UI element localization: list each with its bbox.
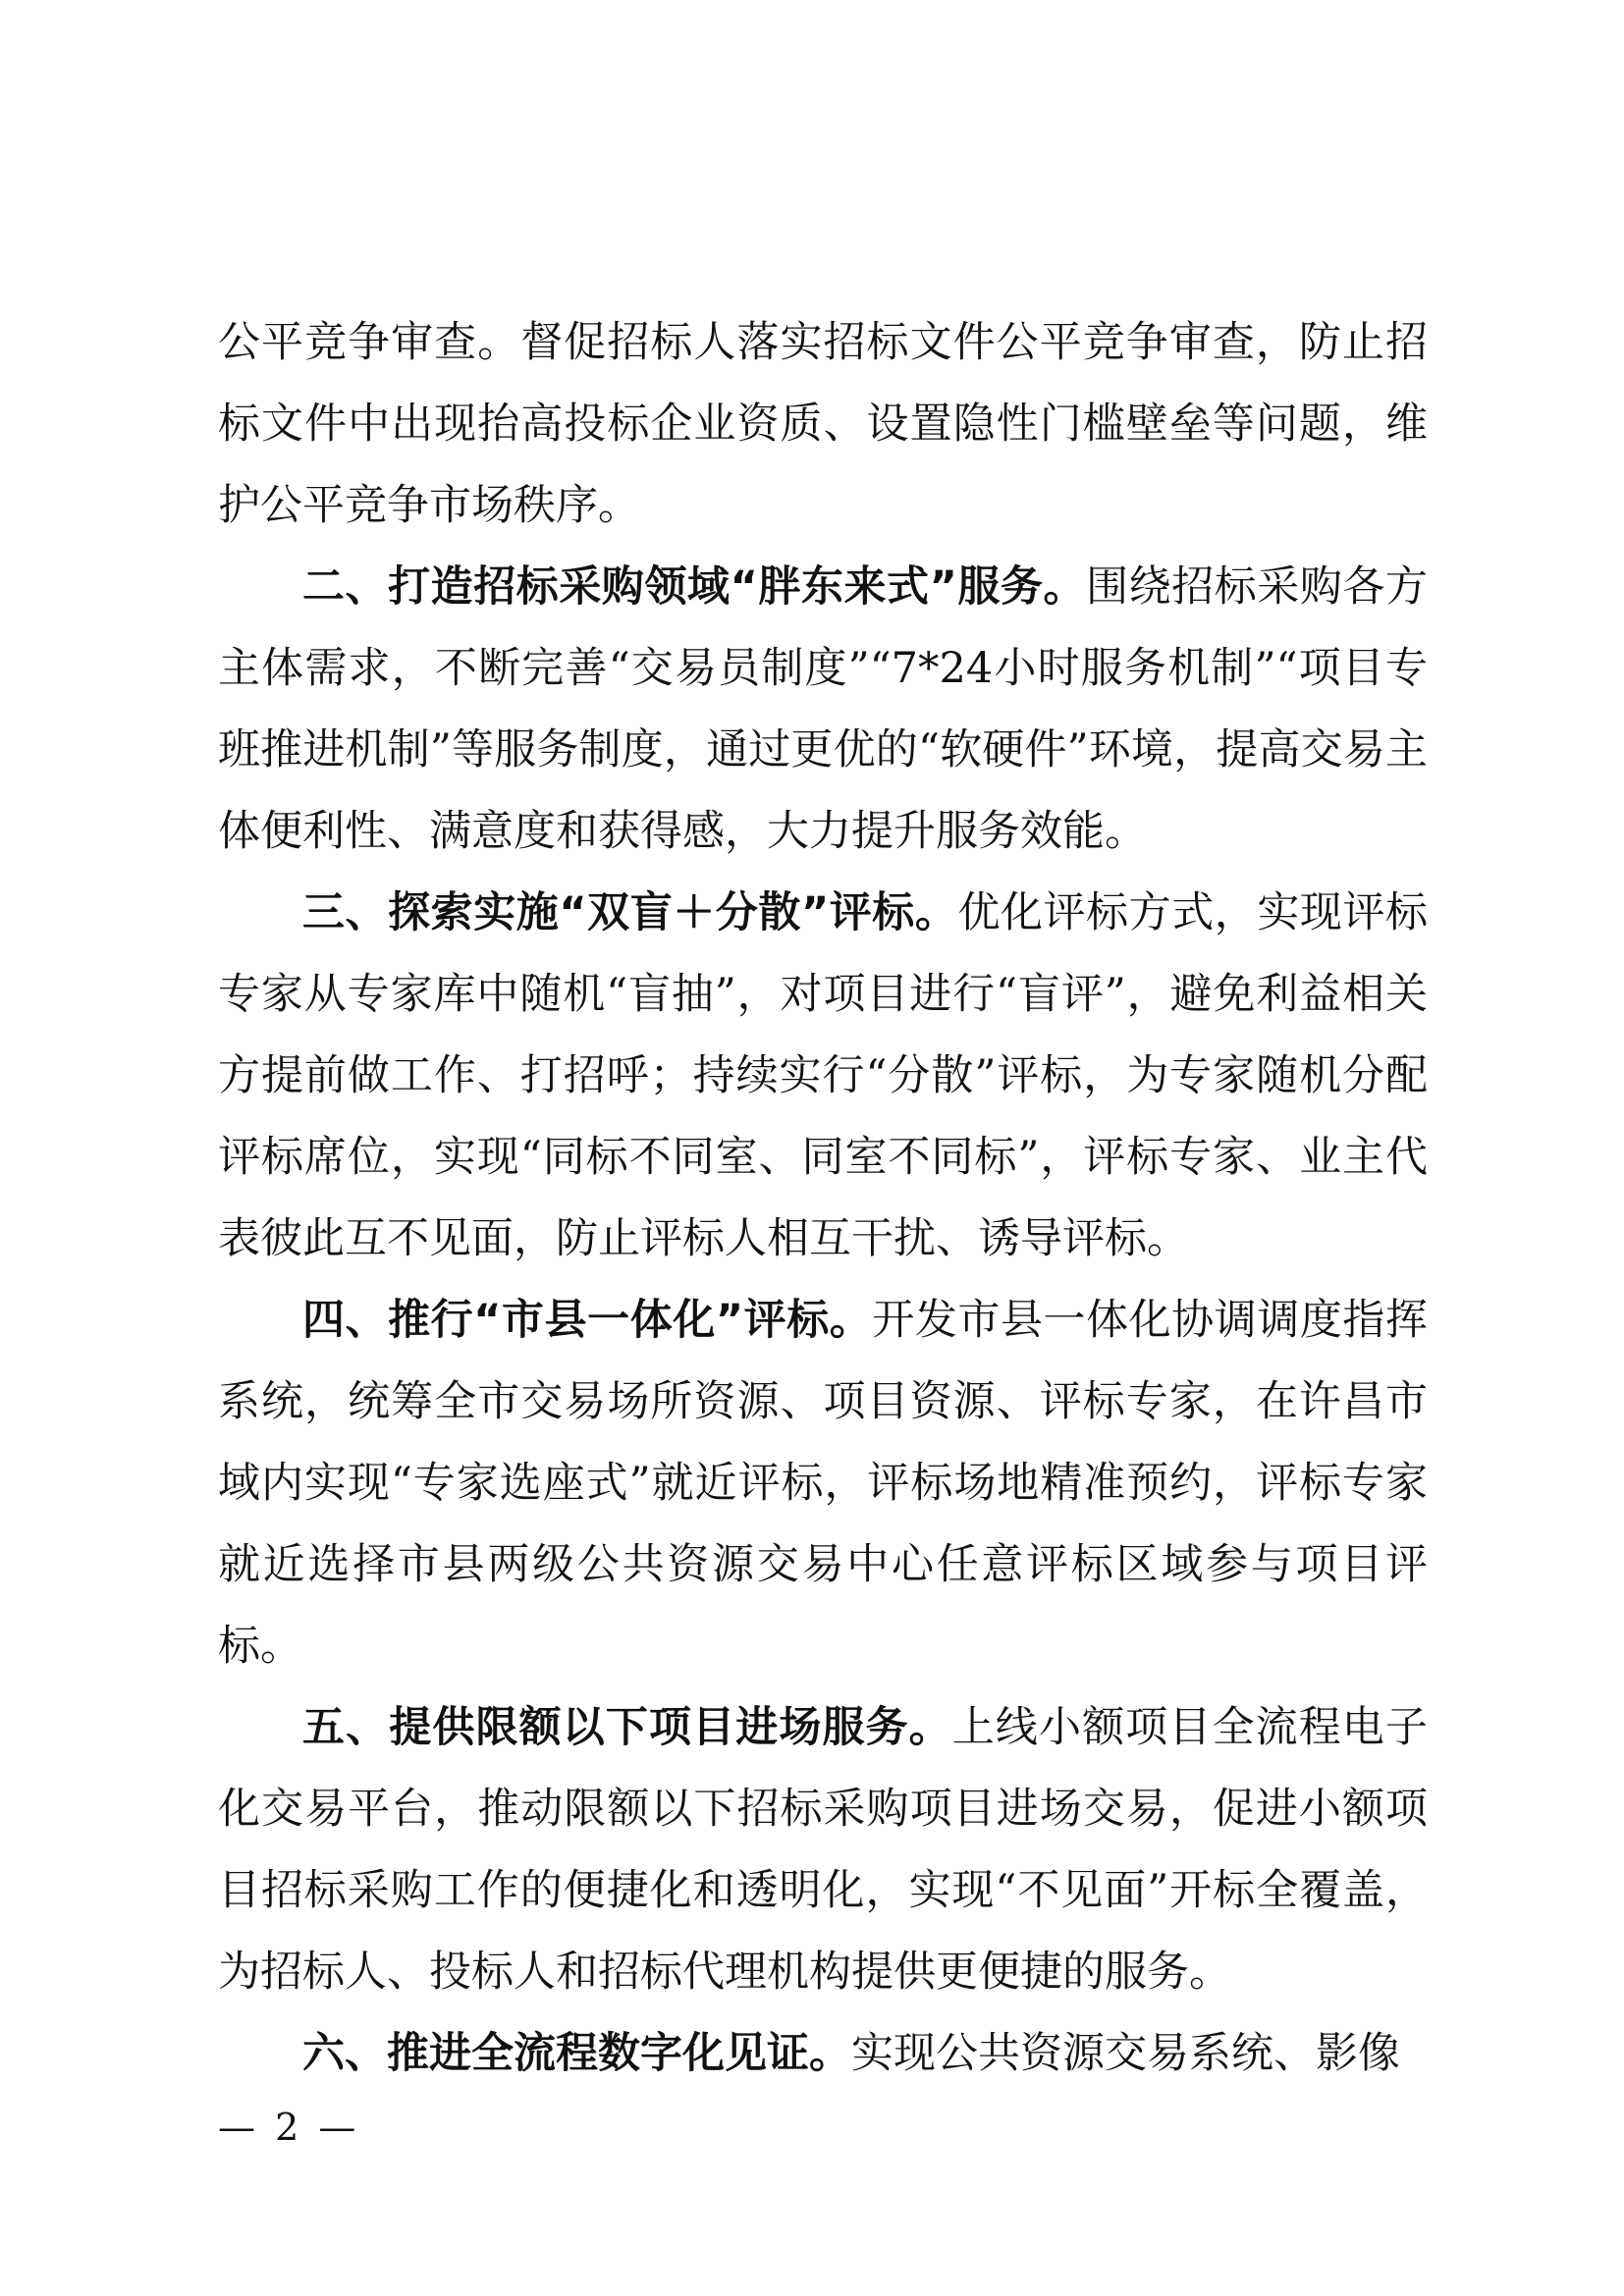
paragraph-3-text: 优化评标方式，实现评标专家从专家库中随机“盲抽”，对项目进行“盲评”，避免利益相关方提前做工作、打招呼；持续实行“分散”评标，为专家随机分配评标席位，实现“同标不同室、同室不同标”，评标专家、业主代表彼此互不见面，防止评标人相互干扰、诱导评标。	[218, 888, 1429, 1263]
paragraph-5-heading: 五、提供限额以下项目进场服务。	[302, 1703, 952, 1752]
paragraph-4	[218, 1280, 1428, 1687]
paragraph-1-text: 公平竞争审查。督促招标人落实招标文件公平竞争审查，防止招标文件中出现抬高投标企业资质、设置隐性门槛壁垒等问题，维护公平竞争市场秩序。	[218, 318, 1428, 530]
page-number: — 2 —	[218, 2106, 360, 2149]
paragraph-3-heading: 三、探索实施“双盲＋分散”评标。	[302, 888, 958, 937]
document-body	[218, 302, 1428, 2095]
paragraph-4-text: 开发市县一体化协调调度指挥系统，统筹全市交易场所资源、项目资源、评标专家，在许昌市域内实现“专家选座式”就近评标，评标场地精准预约，评标专家就近选择市县两级公共资源交易中心任意评标区域参与项目评标。	[218, 1296, 1428, 1671]
paragraph-5	[218, 1687, 1428, 2013]
paragraph-1	[218, 302, 1428, 547]
paragraph-2-heading: 二、打造招标采购领域“胖东来式”服务。	[302, 562, 1087, 612]
paragraph-6-text: 实现公共资源交易系统、影像	[851, 2029, 1400, 2078]
paragraph-5-text: 上线小额项目全流程电子化交易平台，推动限额以下招标采购项目进场交易，促进小额项目招标采购工作的便捷化和透明化，实现“不见面”开标全覆盖，为招标人、投标人和招标代理机构提供更便捷的服务。	[218, 1703, 1429, 1997]
paragraph-2	[218, 547, 1428, 873]
paragraph-2-text: 围绕招标采购各方主体需求，不断完善“交易员制度”“7*24小时服务机制”“项目专班推进机制”等服务制度，通过更优的“软硬件”环境，提高交易主体便利性、满意度和获得感，大力提升服务效能。	[218, 562, 1429, 856]
paragraph-3	[218, 873, 1428, 1280]
paragraph-4-heading: 四、推行“市县一体化”评标。	[302, 1296, 873, 1345]
paragraph-6-heading: 六、推进全流程数字化见证。	[302, 2029, 851, 2078]
paragraph-6	[218, 2013, 1428, 2095]
